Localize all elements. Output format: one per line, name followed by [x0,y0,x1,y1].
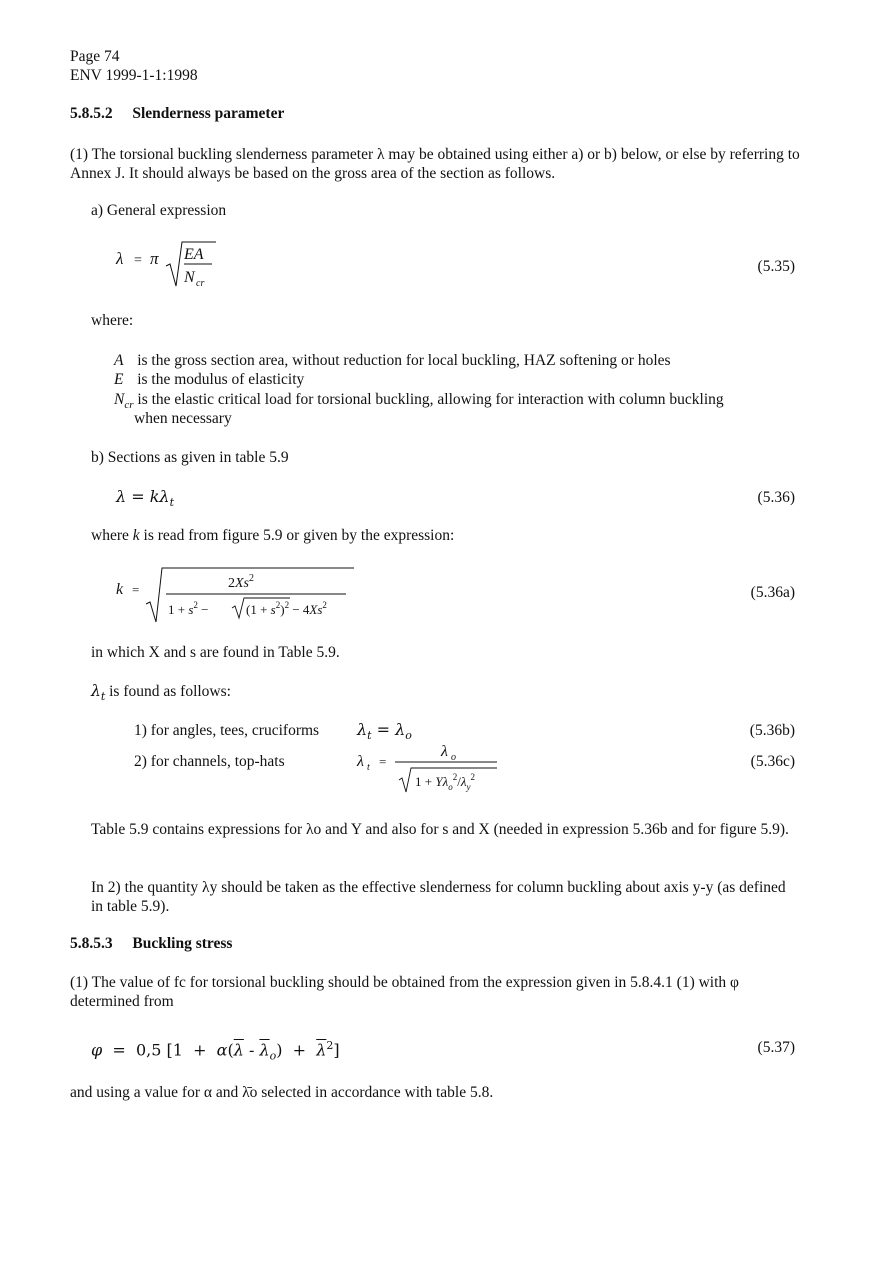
paragraph-in-2: In 2) the quantity λy should be taken as the effective slenderness for column buckling about axis y-y (as defined in table 5.9). [91,879,786,915]
in-which-line: in which X and s are found in Table 5.9. [91,644,340,661]
equation-number-5-35: (5.35) [757,258,795,275]
section-heading-5852 [70,104,284,123]
page-number: Page 74 [70,48,120,65]
svg-text:1 + s2 −: $1 + s^2$ − [168,600,209,617]
svg-text:λ: λ [116,249,124,268]
svg-text:N: N [184,269,195,286]
definition-E [114,370,304,389]
item-a-label: a) General expression [91,202,227,219]
svg-text:k: k [116,581,124,598]
item-b-label: b) Sections as given in table 5.9 [91,449,289,466]
symbol-lambda-t: $\lambda_t$ [91,682,106,704]
case-1-label: 1) for angles, tees, cruciforms [134,722,320,739]
where-label: where: [91,312,134,329]
svg-text:t: t [367,762,370,773]
svg-text:=: = [132,582,140,597]
symbol-E: E [114,371,124,388]
equation-number-5-36c: (5.36c) [750,753,795,770]
definition-E-text: is the modulus of elasticity [137,371,305,388]
paragraph-slenderness-intro: (1) The torsional buckling slenderness parameter λ may be obtained using either a) or b) below, or else by referring to Annex J. It should always be based on the gross area of the section as follows. [70,146,800,182]
svg-text:EA: EA [184,246,204,263]
lambda-t-text: is found as follows: [109,683,231,700]
equation-5-36c [355,736,515,794]
equation-5-37: φ = 0,5 $[1 + \alpha(\overline{\lambda} - \overline{\lambda}_o) + \overline{\lambda}^2]$ [91,1039,340,1063]
section-number: 5.8.5.2 [70,105,113,122]
paragraph-table-5-9: Table 5.9 contains expressions for λo and Y and also for s and X (needed in expression 5.36b and for figure 5.9). [91,821,789,838]
svg-text:λ: λ [441,743,448,760]
equation-number-5-37: (5.37) [757,1039,795,1056]
symbol-N: N [114,391,125,408]
where-k-line [91,526,454,545]
symbol-A: A [114,352,124,369]
paragraph-final: and using a value for α and λ̄o selected in accordance with table 5.8. [70,1084,494,1101]
equation-5-36: $\lambda = k\lambda_t$ [116,487,174,510]
symbol-k: k [132,527,140,544]
equation-5-36a [110,562,370,628]
symbol-N-subscript: cr [124,399,134,412]
section-title: Buckling stress [132,935,233,952]
svg-text:π: π [150,249,159,268]
svg-text:=: = [379,754,387,769]
section-heading-5853 [70,934,232,953]
svg-text:cr: cr [196,278,205,289]
equation-5-36b: $\lambda_t = \lambda_o$ [357,720,412,743]
svg-text:2Xs2: 2Xs$^2$ [228,573,254,591]
definition-Ncr-continued: when necessary [134,410,232,427]
equation-5-35 [110,236,250,296]
definition-A [114,351,671,370]
definition-A-text: is the gross section area, without reduction for local buckling, HAZ softening or holes [137,352,671,369]
equation-number-5-36b: (5.36b) [749,722,795,739]
case-2-label: 2) for channels, top-hats [134,753,285,770]
equation-number-5-36a: (5.36a) [750,584,795,601]
definition-Ncr-text: is the elastic critical load for torsional buckling, allowing for interaction with column buckling [137,391,724,408]
paragraph-buckling-stress: (1) The value of fc for torsional buckling should be obtained from the expression given in 5.8.4.1 (1) with φ determined from [70,974,739,1010]
svg-text:o: o [451,752,456,763]
where-k-word: where [91,527,129,544]
svg-text:=: = [134,253,142,268]
lambda-t-line [91,682,231,706]
section-title: Slenderness parameter [132,105,285,122]
where-k-text: is read from figure 5.9 or given by the expression: [143,527,455,544]
svg-text:(1 + s2)2 − 4Xs2: $(1 + s^2)^2 - 4Xs^2$ [246,600,327,617]
svg-text:1 + Yλo2/λy2: $1 + Y\lambda_o^2/\lambda_y^2$ [415,772,475,792]
standard-reference: ENV 1999-1-1:1998 [70,67,198,84]
equation-number-5-36: (5.36) [757,489,795,506]
section-number: 5.8.5.3 [70,935,113,952]
svg-text:λ: λ [357,753,364,770]
